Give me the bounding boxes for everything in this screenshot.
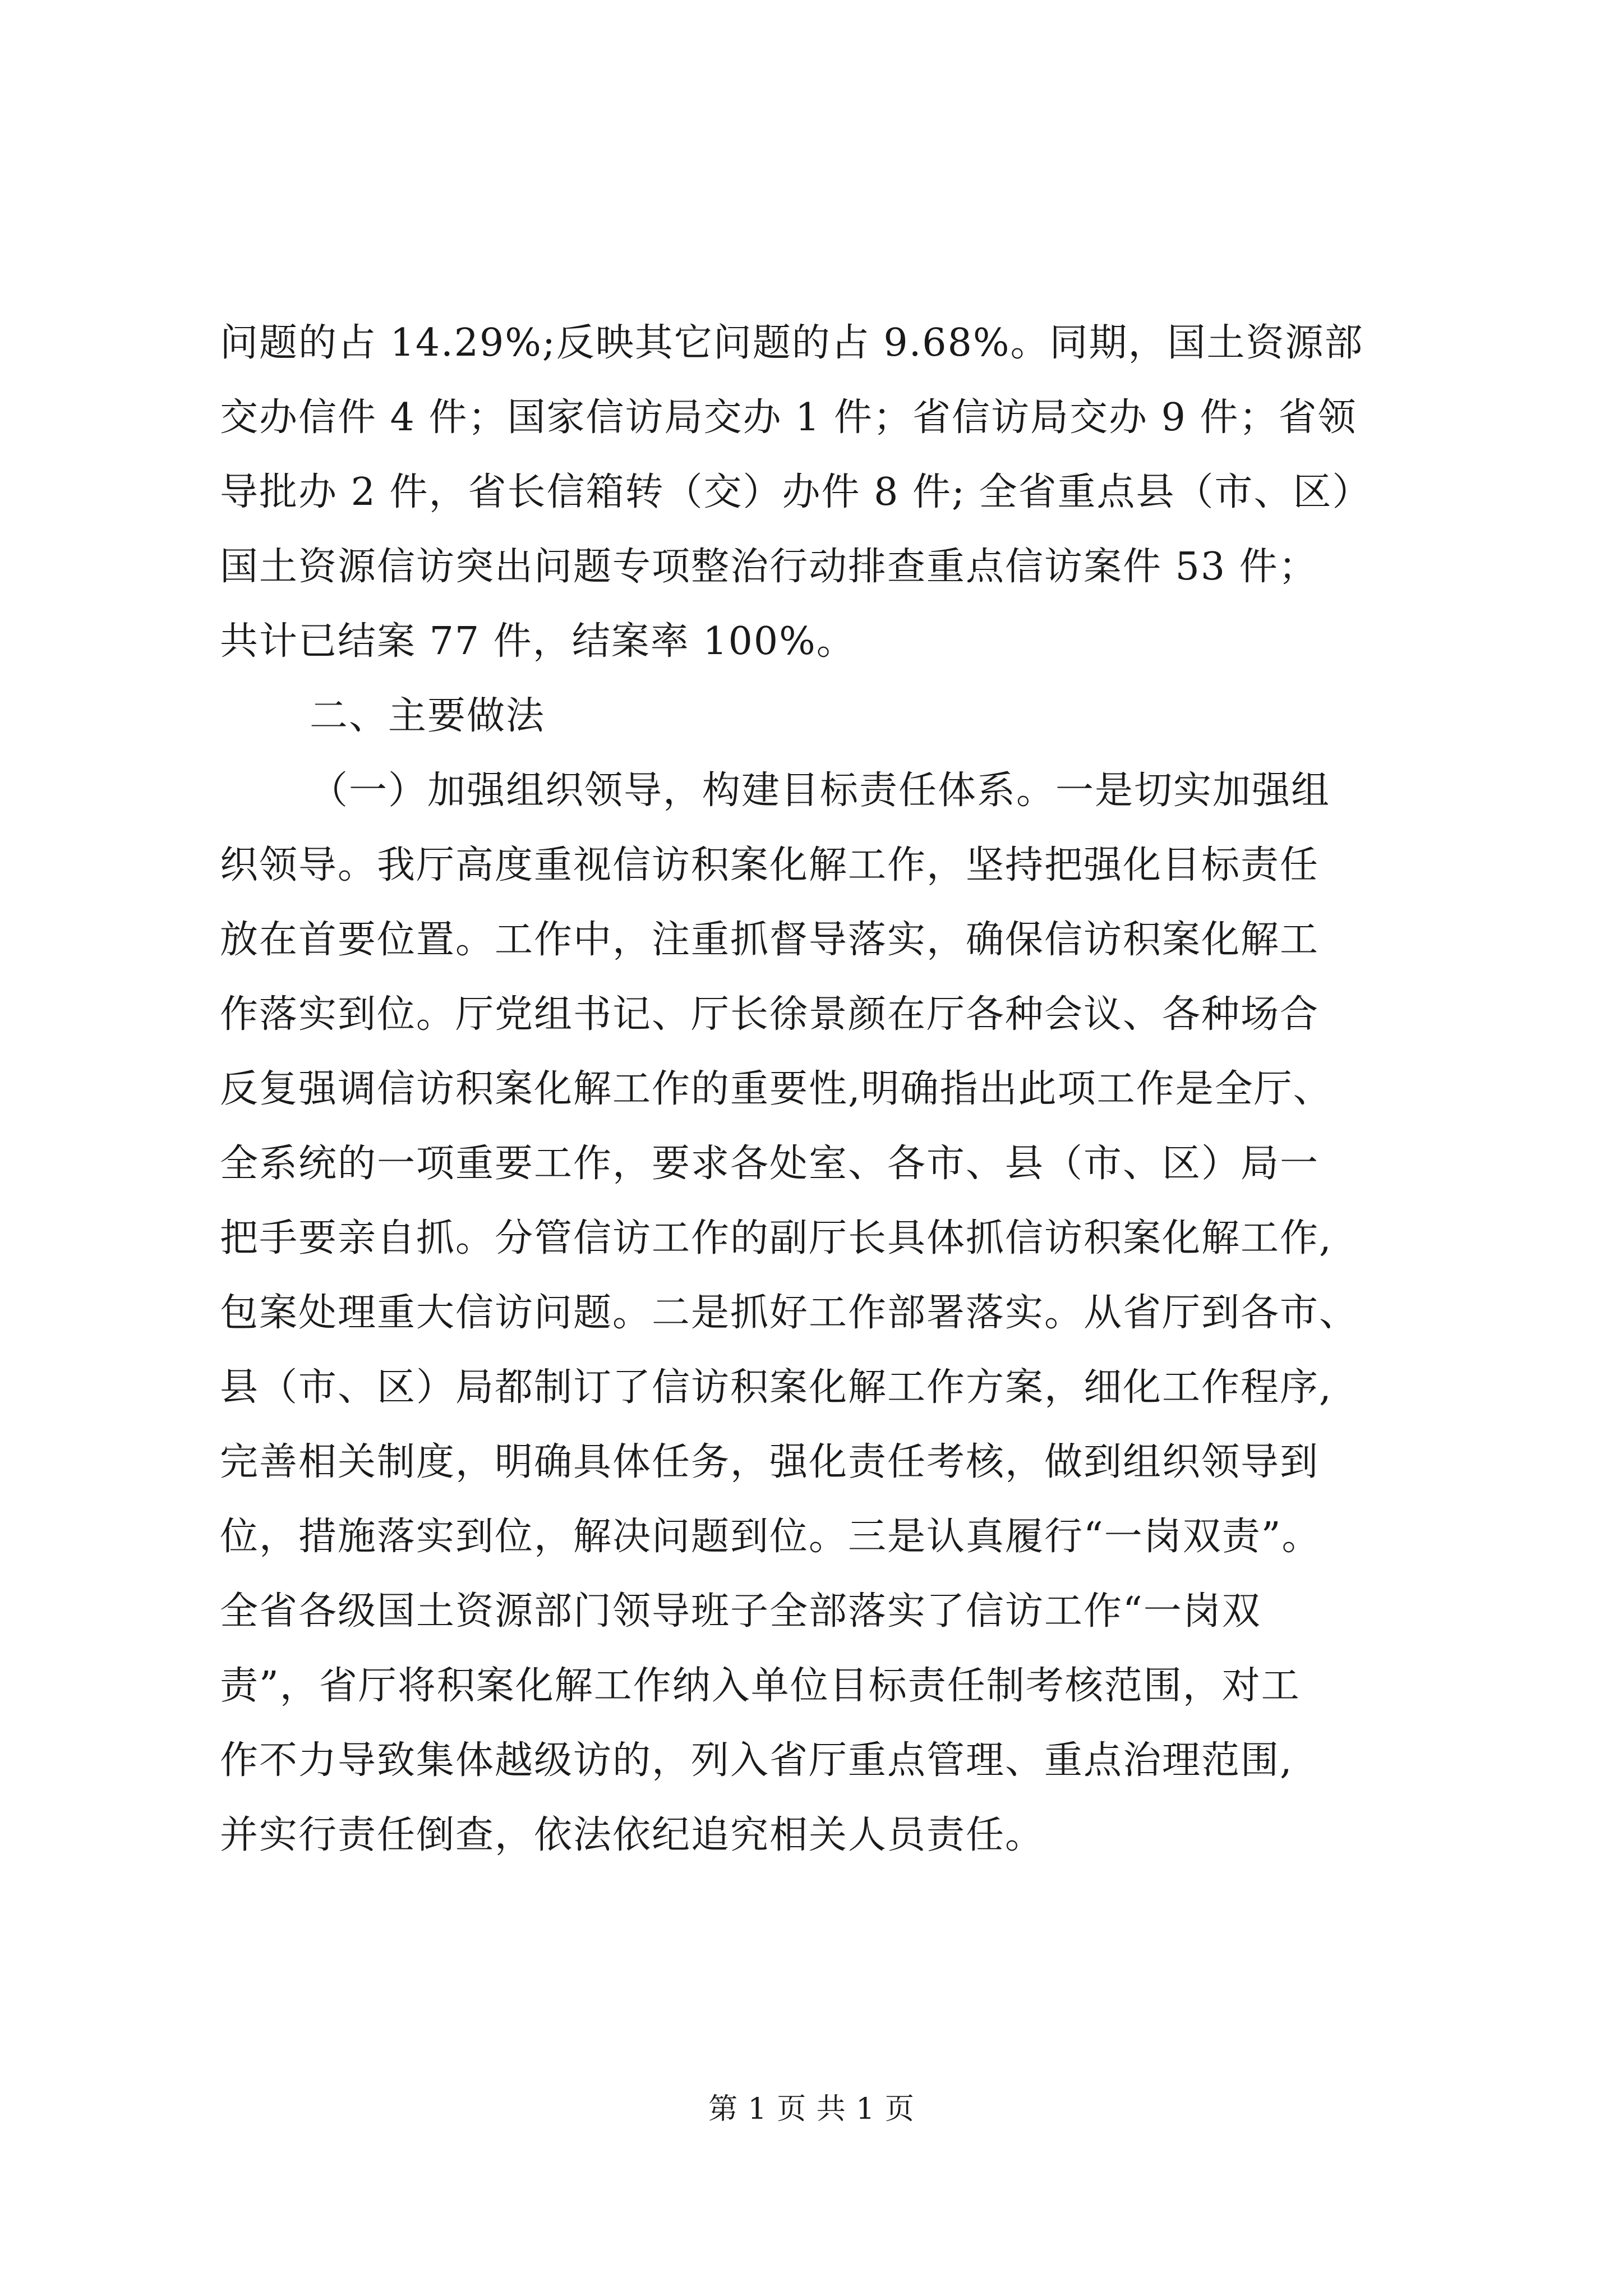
text-line: 完善相关制度，明确具体任务，强化责任考核，做到组织领导到: [220, 1440, 1320, 1484]
text-line: 把手要亲自抓。分管信访工作的副厅长具体抓信访积案化解工作,: [220, 1216, 1332, 1260]
text-line: 全省各级国土资源部门领导班子全部落实了信访工作“一岗双: [220, 1589, 1261, 1634]
text-line: 位，措施落实到位，解决问题到位。三是认真履行“一岗双责”。: [220, 1515, 1321, 1559]
paragraph-first-line: （一）加强组织领导，构建目标责任体系。一是切实加强组: [310, 769, 1331, 813]
text-line: 并实行责任倒查，依法依纪追究相关人员责任。: [220, 1813, 1045, 1857]
text-line: 导批办 2 件，省长信箱转（交）办件 8 件; 全省重点县（市、区）: [220, 470, 1372, 514]
document-body: [220, 306, 1414, 1872]
text-line: 共计已结案 77 件，结案率 100%。: [220, 619, 856, 664]
text-line: 责”，省厅将积案化解工作纳入单位目标责任制考核范围，对工: [220, 1664, 1301, 1708]
page-footer: [0, 2090, 1623, 2129]
text-line: 县（市、区）局都制订了信访积案化解工作方案，细化工作程序,: [220, 1365, 1332, 1410]
text-line: 作不力导致集体越级访的，列入省厅重点管理、重点治理范围,: [220, 1738, 1293, 1783]
text-line: 全系统的一项重要工作，要求各处室、各市、县（市、区）局一: [220, 1142, 1320, 1186]
text-line: 反复强调信访积案化解工作的重要性,明确指出此项工作是全厅、: [220, 1067, 1332, 1111]
text-line: 问题的占 14.29%;反映其它问题的占 9.68%。同期，国土资源部: [220, 321, 1364, 365]
text-line: 作落实到位。厅党组书记、厅长徐景颜在厅各种会议、各种场合: [220, 992, 1320, 1037]
text-line: 包案处理重大信访问题。二是抓好工作部署落实。从省厅到各市、: [220, 1291, 1359, 1335]
text-line: 织领导。我厅高度重视信访积案化解工作，坚持把强化目标责任: [220, 843, 1320, 887]
page-number-label: 第 1 页 共 1 页: [708, 2092, 915, 2126]
text-line: 国土资源信访突出问题专项整治行动排查重点信访案件 53 件；: [220, 545, 1318, 589]
section-heading: 二、主要做法: [310, 694, 546, 738]
text-line: 放在首要位置。工作中，注重抓督导落实，确保信访积案化解工: [220, 918, 1320, 962]
text-line: 交办信件 4 件；国家信访局交办 1 件；省信访局交办 9 件；省领: [220, 395, 1357, 440]
